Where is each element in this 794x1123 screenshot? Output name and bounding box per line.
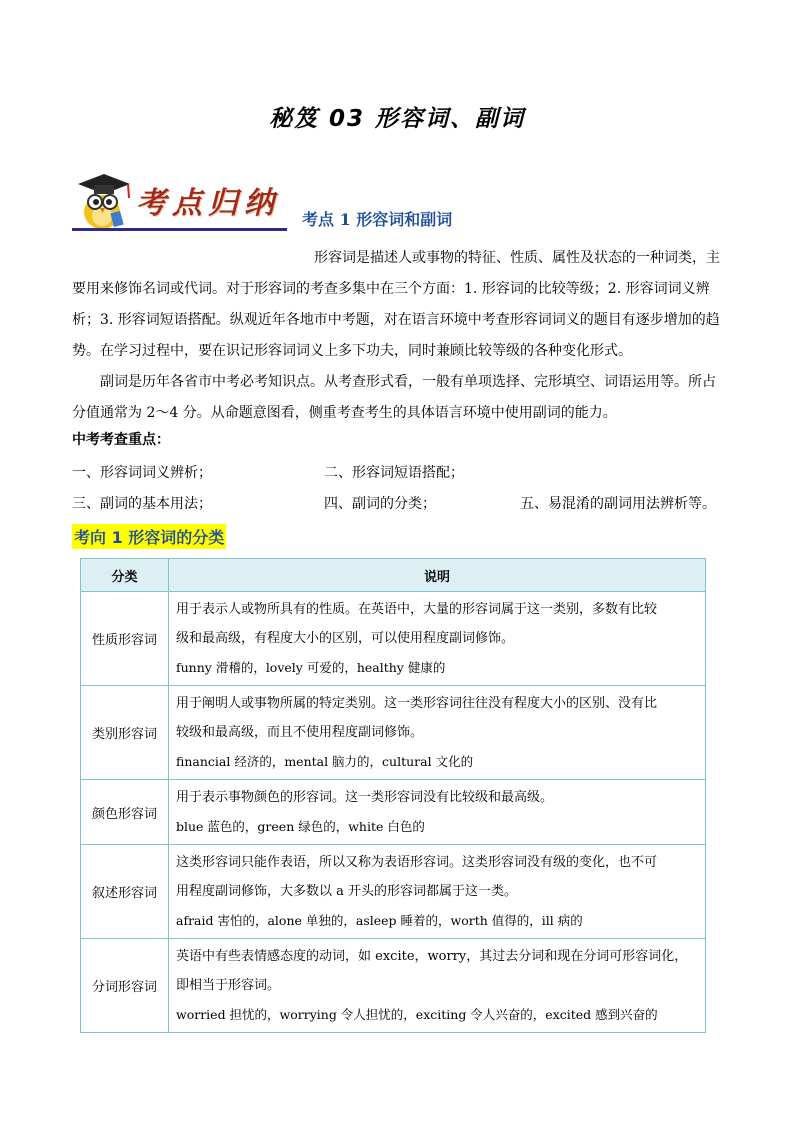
focus-item: 三、副词的基本用法； [72,496,212,512]
intro-line: 形容词是描述人或事物的特征、性质、属性及状态的一种词类，主 [314,250,720,266]
topic-heading: 考点 1 形容词和副词 [302,210,453,229]
row-category: 叙述形容词 [81,845,169,939]
table-row [81,939,706,1033]
table-row [81,686,706,780]
banner-underline [72,228,287,231]
banner-title: 考点归纳 [136,186,280,221]
row-category: 类别形容词 [81,686,169,780]
row-example: financial 经济的，mental 脑力的，cultural 文化的 [176,754,474,769]
row-example: funny 滑稽的，lovely 可爱的，healthy 健康的 [176,660,446,675]
desc-line: 用于表示人或物所具有的性质。在英语中，大量的形容词属于这一类别，多数有比较 [176,602,658,617]
desc-line: 英语中有些表情感态度的动词，如 excite，worry，其过去分词和现在分词可形容词化， [176,949,688,964]
row-description [169,939,706,1033]
focus-title: 中考考查重点： [72,432,170,448]
intro-line: 要用来修饰名词或代词。对于形容词的考查多集中在三个方面：1. 形容词的比较等级；2. 形容词词义辨 [72,281,710,297]
focus-item: 二、形容词短语搭配； [324,465,464,481]
intro-line: 副词是历年各省市中考必考知识点。从考查形式看，一般有单项选择、完形填空、词语运用等。所占 [100,374,716,390]
row-example: worried 担忧的，worrying 令人担忧的，exciting 令人兴奋的，excited 感到兴奋的 [176,1007,658,1022]
desc-line: 用于阐明人或事物所属的特定类别。这一类形容词往往没有程度大小的区别、没有比 [176,696,658,711]
section-heading: 考向 1 形容词的分类 [72,524,226,549]
desc-line: 用程度副词修饰，大多数以 a 开头的形容词都属于这一类。 [176,884,518,899]
header-description: 说明 [169,559,706,592]
row-category: 性质形容词 [81,592,169,686]
intro-paragraph-2 [72,367,724,429]
desc-line: 这类形容词只能作表语，所以又称为表语形容词。这类形容词没有级的变化，也不可 [176,855,658,870]
page-title: 秘笈 03 形容词、副词 [268,106,526,132]
row-description [169,592,706,686]
intro-line: 分值通常为 2～4 分。从命题意图看，侧重考查考生的具体语言环境中使用副词的能力。 [72,405,617,421]
desc-line: 用于表示事物颜色的形容词。这一类形容词没有比较级和最高级。 [176,790,554,805]
row-description [169,780,706,845]
desc-line: 即相当于形容词。 [176,978,281,993]
table-header-row [81,559,706,592]
focus-item: 一、形容词词义辨析； [72,465,212,481]
row-example: blue 蓝色的，green 绿色的，white 白色的 [176,819,425,834]
intro-line: 析；3. 形容词短语搭配。纵观近年各地市中考题，对在语言环境中考查形容词词义的题目有逐步增加的趋 [72,312,720,328]
row-description [169,686,706,780]
focus-item: 五、易混淆的副词用法辨析等。 [520,496,716,512]
intro-line: 势。在学习过程中，要在识记形容词词义上多下功夫，同时兼顾比较等级的各种变化形式。 [72,343,632,359]
row-description [169,845,706,939]
intro-paragraph-1 [72,243,724,367]
row-category: 分词形容词 [81,939,169,1033]
table-row [81,592,706,686]
kaodian-banner [72,168,287,232]
row-category: 颜色形容词 [81,780,169,845]
focus-item: 四、副词的分类； [324,496,436,512]
adjective-classification-table [80,558,706,1033]
table-row [81,780,706,845]
row-example: afraid 害怕的，alone 单独的，asleep 睡着的，worth 值得的，ill 病的 [176,913,583,928]
table-row [81,845,706,939]
desc-line: 较级和最高级，而且不使用程度副词修饰。 [176,725,424,740]
header-category: 分类 [81,559,169,592]
desc-line: 级和最高级，有程度大小的区别，可以使用程度副词修饰。 [176,631,515,646]
doctor-owl-icon [72,168,134,232]
